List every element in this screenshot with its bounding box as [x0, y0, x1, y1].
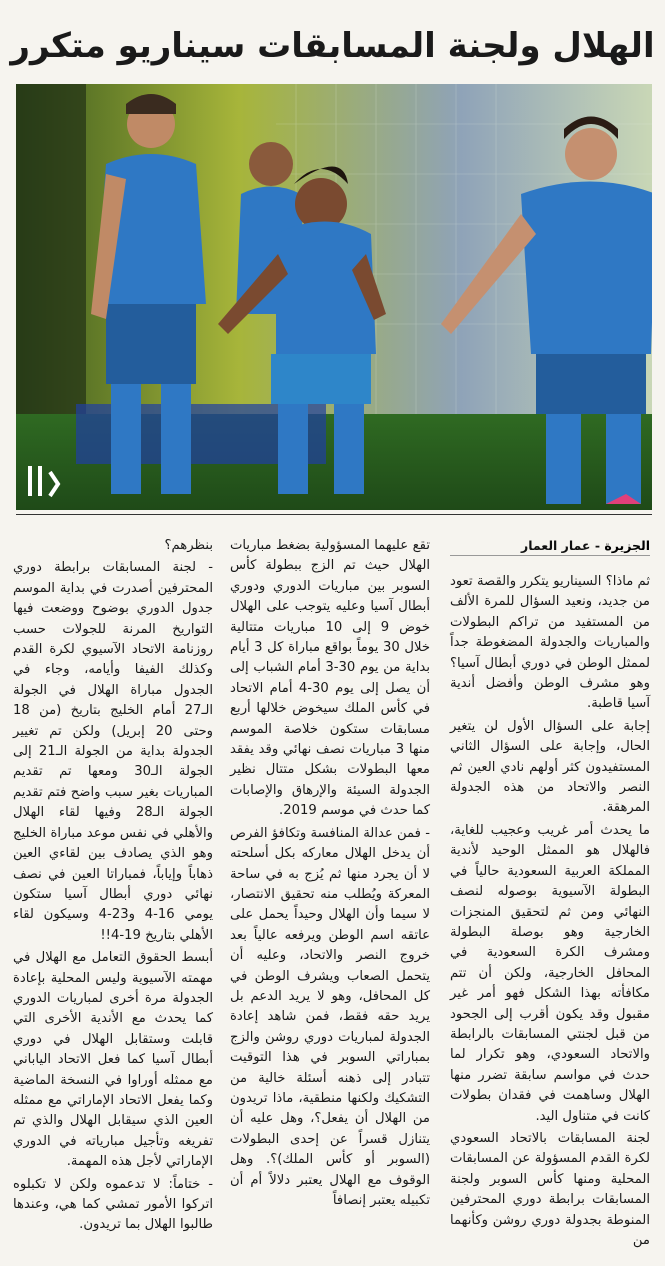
paragraph: - ختاماً: لا تدعموه ولكن لا تكبلوه اتركوا الأمور تمشي كما هي، وعندها طالبوا الهلال بما تريدون. [13, 1176, 213, 1233]
paragraph: لجنة المسابقات بالاتحاد السعودي لكرة القدم المسؤولة عن المسابقات المحلية ومنها كأس السوبر ولجنة المسابقات برابطة دوري المحترفين المنوطة بجدولة دوري روشن وكأنهما من [450, 1130, 650, 1248]
paragraph: - لجنة المسابقات برابطة دوري المحترفين أصدرت في بداية الموسم جدول الدوري بوضوح ووضعت فيها التواريخ المرنة للجولات حسب روزنامة الاتحاد الآسيوي لكرة القدم وكذلك الفيفا وأيامه، وجاء في الجدول مباراة الهلال في الجولة الـ27 أمام الخليج بتاريخ (من 18 وحتى 20 إبريل) ولكن تم تغيير الجدولة بداية من الجولة الـ21 إلى الجولة الـ30 ومعها تم تقديم المباريات بغير سبب واضح فتم تقديم الجولة الـ28 وفيها لقاء الهلال والأهلي في نفس موعد مباراة الخليج وهو الذي يصادف بين لقاءي العين ذهاباً وإياباً، فمباراتا العين في نصف نهائي دوري أبطال آسيا ستكون يومي 16-4 و23-4 وسيكون لقاء الأهلي بتاريخ 19-4!! [13, 560, 214, 943]
article-column-right [450, 572, 650, 1253]
article-column-middle [230, 536, 430, 1213]
byline-author: عمار العمار [521, 538, 591, 553]
byline-separator: - [590, 538, 605, 553]
paragraph: بنظرهم؟ [164, 538, 213, 553]
article-column-left [13, 536, 213, 1238]
byline-org: الجزيرة [604, 538, 650, 553]
article-photo [16, 84, 652, 510]
paragraph: - فمن عدالة المنافسة وتكافؤ الفرص أن يدخل الهلال معاركه بكل أسلحته لا أن يجرد منها ثم يُزج به في ساحة المعركة ويُطلب منه تحقيق الانتصار، لا سيما وأن الهلال وحيداً يحمل على عاتقه اسم الوطن ويرفعه عالياً بعد خروج النصر والاتحاد، وعليه أن يتحمل الصعاب ويشرف الوطن في كل المحافل، وهو لا يريد الدعم بل يريد حقه فقط، فمن شاهد إعادة الجدولة لمباريات دوري روشن والزج بمباراتي السوبر في هذا التوقيت تتبادر إلى ذهنه أسئلة خالية من التشكيك ولكنها منطقية، ماذا تريدون من الهلال أن يفعل؟، وهل عليه أن يتنازل قسراً عن إحدى البطولات (السوبر أو كأس الملك)؟. وهل الوقوف مع الهلال يعتبر دلالاً أم أن تكبيله يعتبر إنصافاً [230, 825, 430, 1208]
paragraph: ثم ماذا؟ السيناريو يتكرر والقصة تعود من جديد، ونعيد السؤال للمرة الألف من المستفيد من تراكم البطولات والمباريات والجدولة المضغوطة جداً لممثل الوطن في دوري أبطال آسيا؟ وهو مشرف الوطن وأفضل أندية آسيا قاطبة. [450, 574, 650, 712]
photo-divider [16, 514, 652, 515]
paragraph: تقع عليهما المسؤولية بضغط مباريات الهلال حيث تم الزج ببطولة كأس السوبر بين مباريات الدوري ودوري أبطال آسيا وعليه يتوجب على الهلال خوض 9 إلى 10 مباريات متتالية خلال 30 يوماً بواقع مباراة كل 3 أيام بداية من يوم 30-3 أمام الشباب إلى أن يصل إلى يوم 30-4 أمام الاتحاد في كأس الملك سيخوض خلالها أربع مسابقات ستكون خلاصة الموسم منها 3 مباريات نصف نهائي وقد يفقد معها البطولات بشكل متتال نظير الجدولة السيئة والإرهاق والإصابات كما حدث في موسم 2019. [230, 538, 431, 819]
paragraph: أبسط الحقوق التعامل مع الهلال في مهمته الآسيوية وليس المحلية بإعادة الجدولة مرة أخرى لمباريات الدوري كما يحدث مع الأندية الأخرى التي قابلت وستقابل الهلال في دوري أبطال آسيا كما فعل الاتحاد الياباني مع ممثله أوراوا في النسخة الماضية وكما يفعل الاتحاد الإماراتي مع ممثله العين الذي سيقابل الهلال والذي تم تفريغه وتأجيل مبارياته في الدوري الإماراتي لأجل هذه المهمة. [13, 950, 213, 1170]
player-celebration-photo-icon [16, 84, 652, 510]
paragraph: ما يحدث أمر غريب وعجيب للغاية، فالهلال هو الممثل الوحيد لأندية المملكة العربية السعودية حالياً في البطولة الآسيوية بوصوله لنصف النهائي ومن ثم لتحقيق المنجزات الخارجية وهو بوصلة البطولة ومشرف الكرة السعودية في المحافل الخارجية، ولكن أن تتم مكافأته بهذا الشكل فهو أمر غير مقبول وقد يكون أقرب إلى الجحود من قبل لجنتي المسابقات بالرابطة والاتحاد السعودي، وهو تكرار لما حدث في مواسم سابقة تضرر منها الهلال وساهمت في فقدان بطولات كانت في متناول اليد. [450, 822, 650, 1124]
headline: الهلال ولجنة المسابقات سيناريو متكرر [10, 26, 655, 66]
paragraph: إجابة على السؤال الأول لن يتغير الحال، وإجابة على السؤال الثاني المستفيدون كثر أولهم نادي العين ثم النصر والاتحاد من هذه الجدولة المرهقة. [450, 718, 650, 816]
byline [450, 538, 650, 556]
